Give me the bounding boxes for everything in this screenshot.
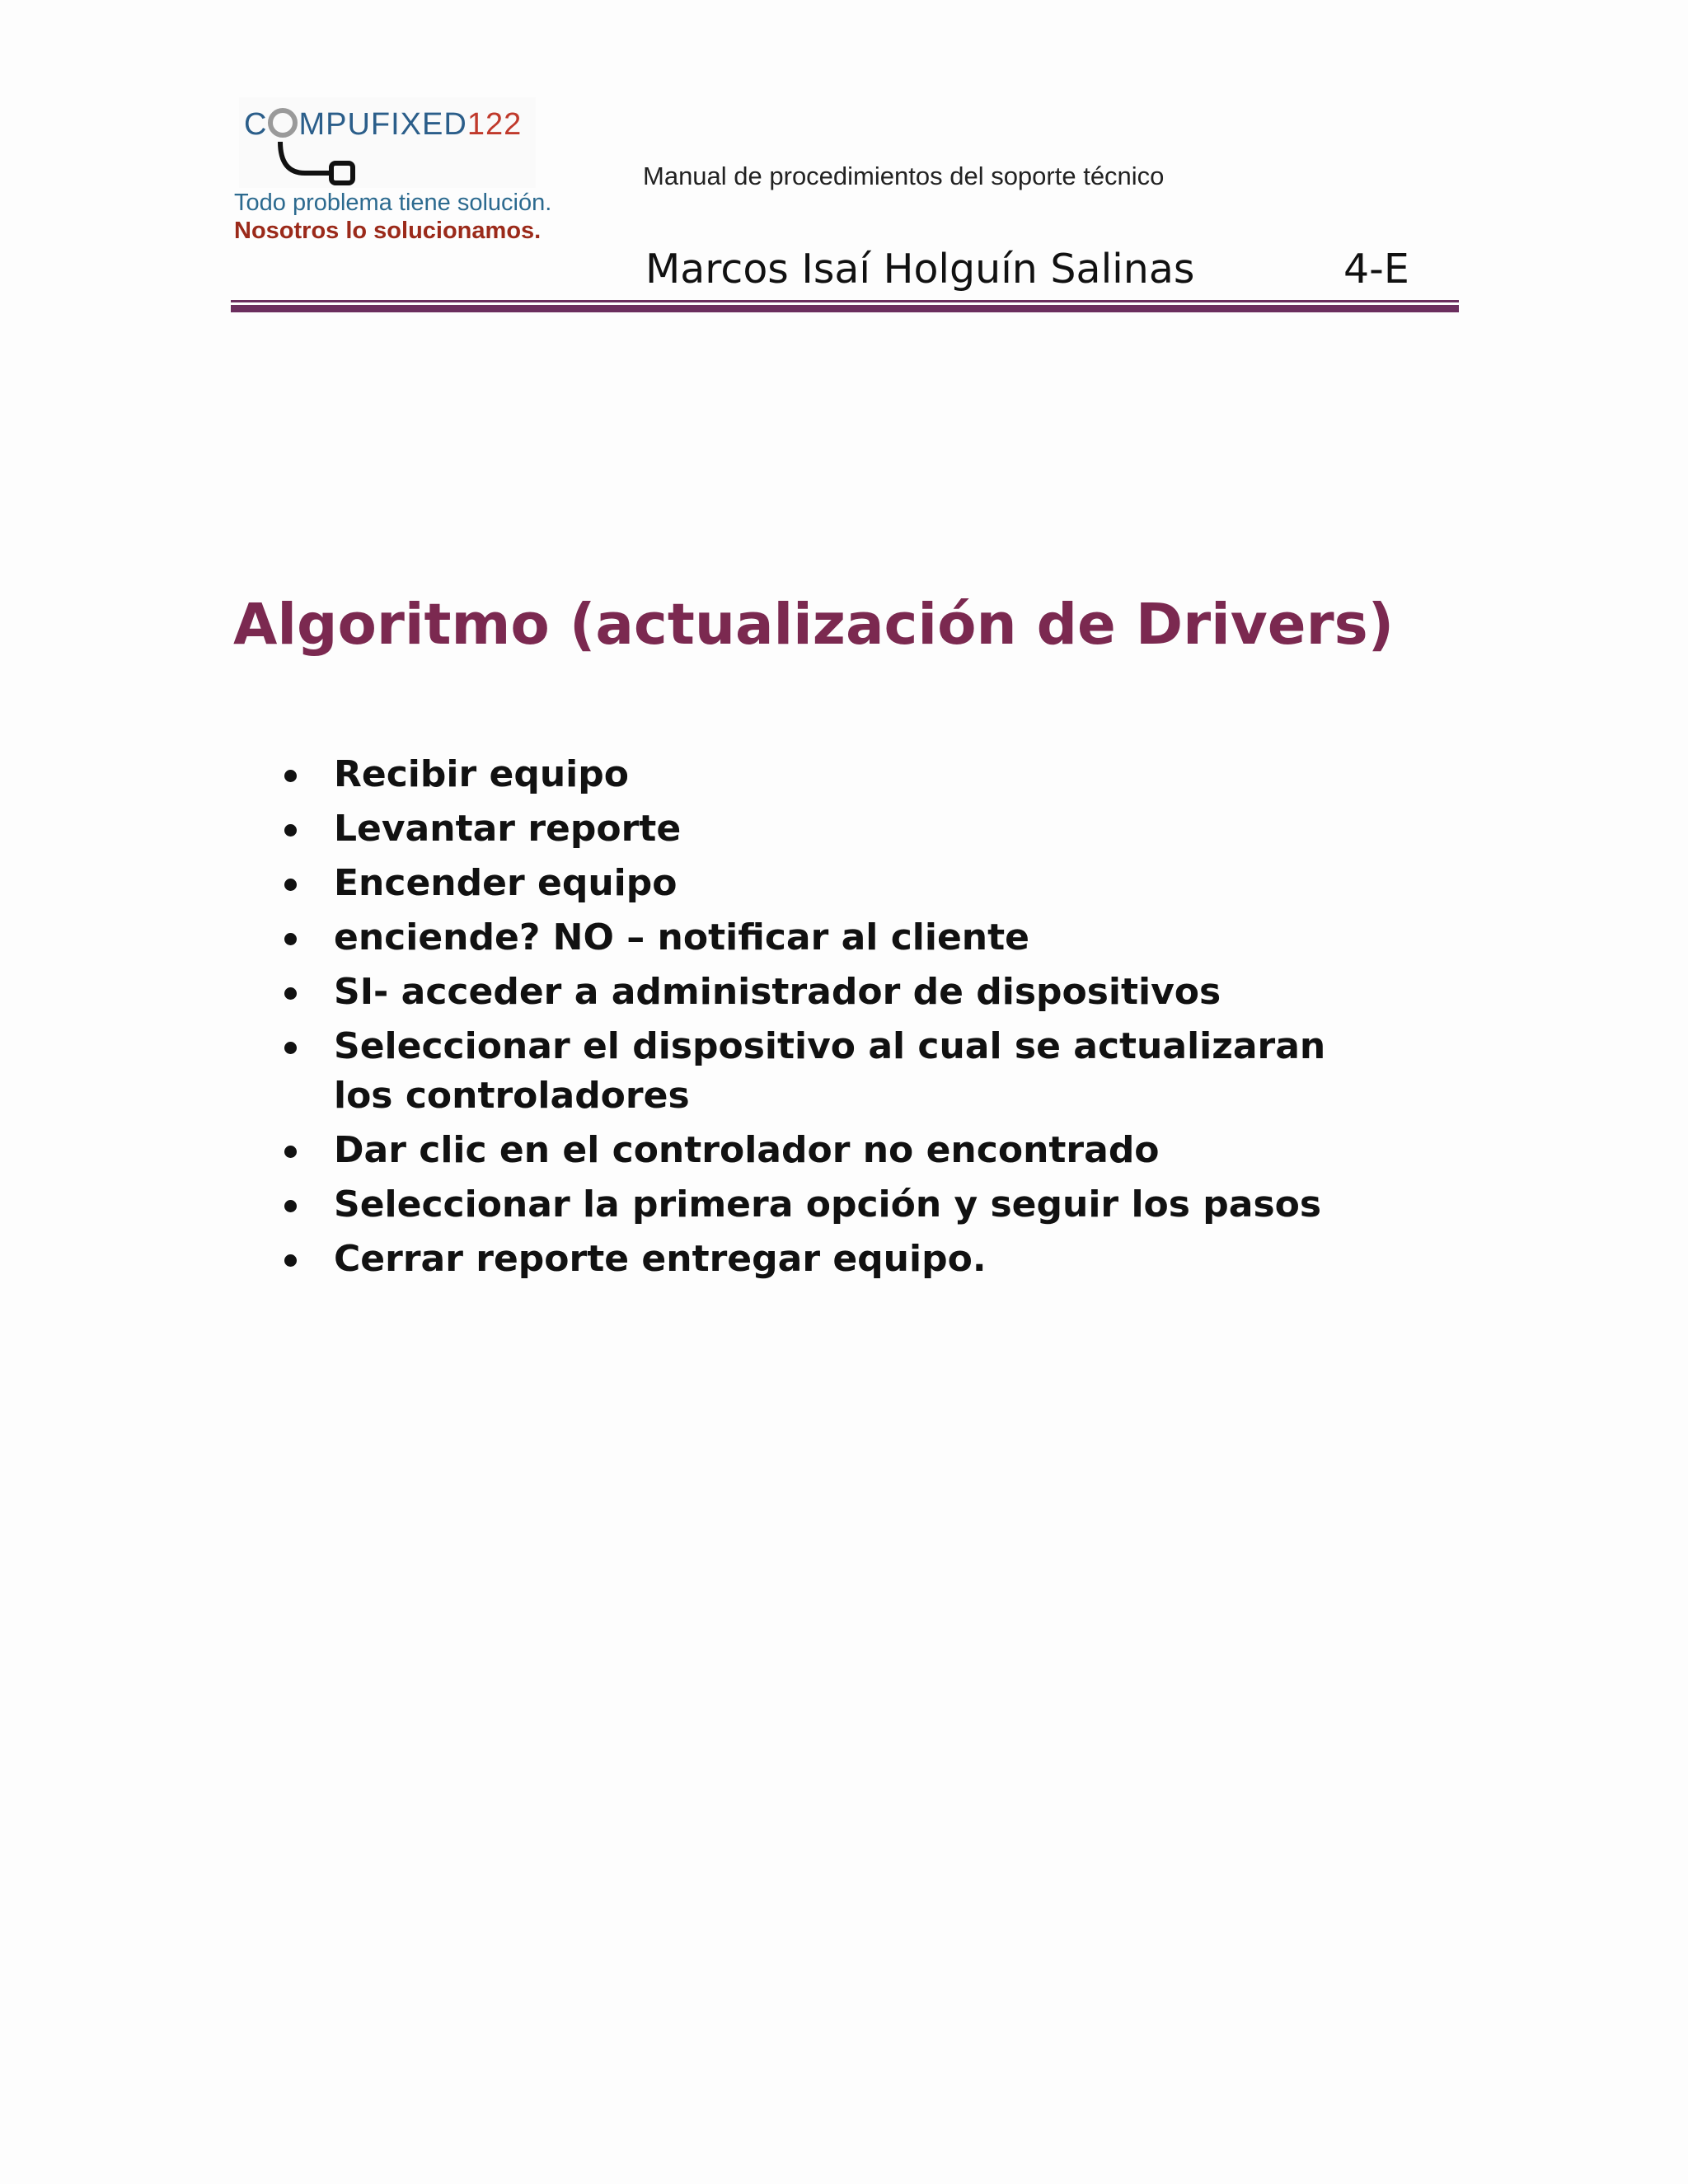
list-item (284, 1235, 1356, 1284)
step-text: enciende? NO – notificar al cliente (334, 916, 1029, 958)
stethoscope-icon (272, 140, 371, 190)
list-item (284, 1126, 1356, 1175)
header-rule-thin (231, 300, 1459, 302)
step-text: Cerrar reporte entregar equipo. (334, 1238, 987, 1280)
step-text: Levantar reporte (334, 808, 682, 850)
steps-list (284, 750, 1356, 1289)
group-label: 4-E (1343, 246, 1409, 293)
manual-title: Manual de procedimientos del soporte técnico (643, 162, 1165, 190)
tagline-line-2: Nosotros lo solucionamos. (234, 218, 542, 244)
list-item (284, 750, 1356, 799)
logo-brand-number: 122 (467, 107, 523, 142)
list-item (284, 804, 1356, 854)
list-item (284, 1180, 1356, 1230)
step-text: Seleccionar el dispositivo al cual se actualizaran los controladores (334, 1025, 1326, 1117)
list-item (284, 913, 1356, 963)
bullet-icon (284, 987, 297, 1000)
tagline-line-1: Todo problema tiene solución. (234, 190, 552, 216)
bullet-icon (284, 933, 297, 945)
bullet-icon (284, 1254, 297, 1267)
list-item (284, 859, 1356, 908)
header-rule-thick (231, 305, 1459, 312)
bullet-icon (284, 770, 297, 782)
logo-ring-icon (268, 108, 298, 138)
bullet-icon (284, 879, 297, 891)
logo-prefix: C (244, 107, 268, 142)
step-text: Dar clic en el controlador no encontrado (334, 1129, 1160, 1171)
step-text: Recibir equipo (334, 753, 629, 795)
company-logo (239, 97, 536, 188)
list-item (284, 1022, 1356, 1121)
logo-brand-rest: MPUFIXED (298, 107, 467, 142)
author-name: Marcos Isaí Holguín Salinas (645, 246, 1195, 293)
bullet-icon (284, 824, 297, 837)
bullet-icon (284, 1146, 297, 1158)
step-text: Seleccionar la primera opción y seguir los pasos (334, 1183, 1322, 1226)
list-item (284, 968, 1356, 1017)
bullet-icon (284, 1200, 297, 1212)
step-text: Encender equipo (334, 862, 678, 904)
bullet-icon (284, 1042, 297, 1054)
section-heading: Algoritmo (actualización de Drivers) (233, 592, 1395, 658)
logo-wordmark (244, 107, 522, 143)
step-text: SI- acceder a administrador de dispositivos (334, 971, 1221, 1013)
